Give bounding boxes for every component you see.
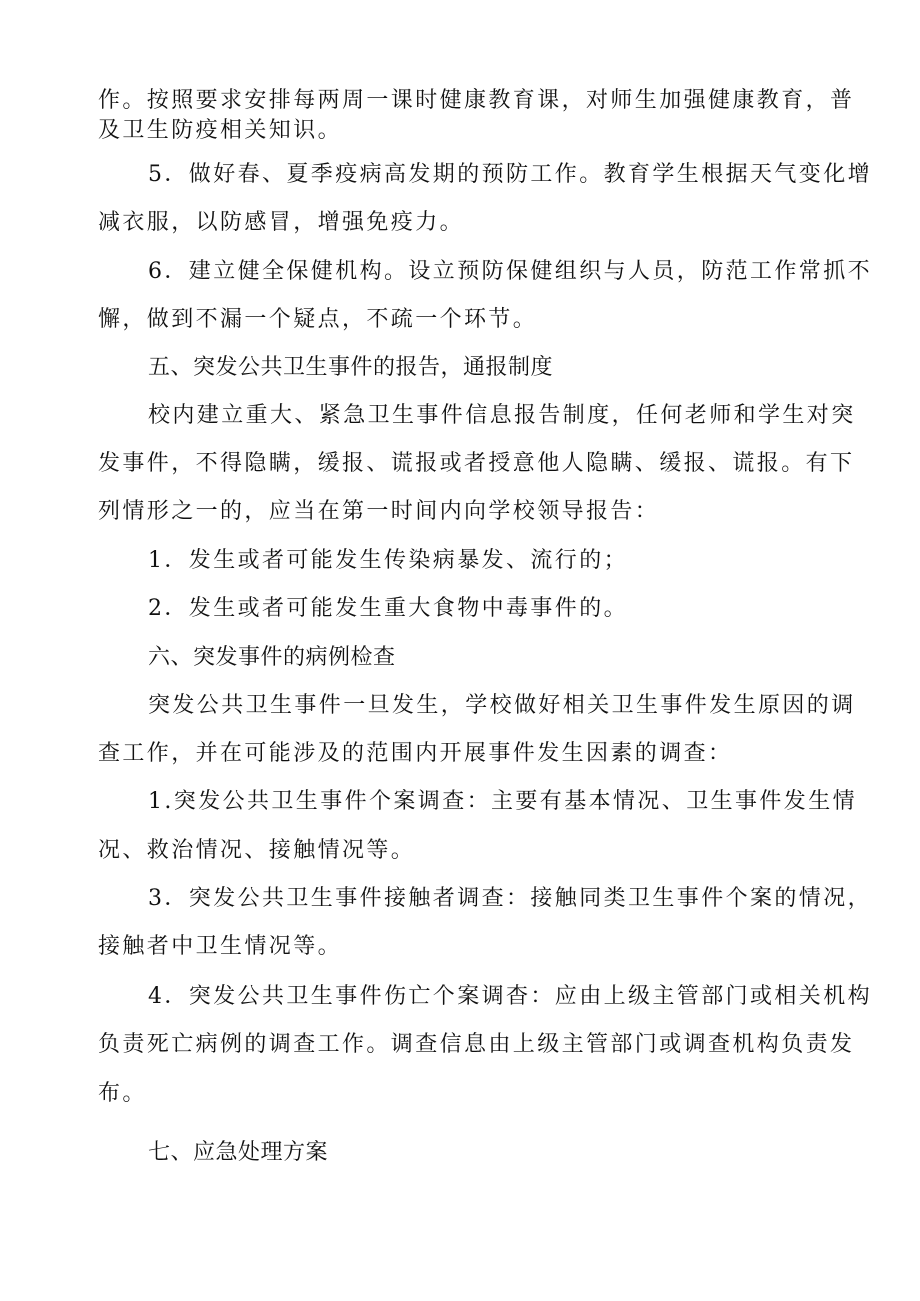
- section-heading-5: 五、突发公共卫生事件的报告，通报制度: [148, 355, 554, 380]
- list-item-6: 6．建立健全保健机构。设立预防保健组织与人员，防范工作常抓不: [148, 259, 872, 284]
- paragraph-line: 接触者中卫生情况等。: [98, 934, 343, 959]
- section-heading-6: 六、突发事件的病例检查: [148, 645, 396, 670]
- list-item-4: 4．突发公共卫生事件伤亡个案调杳：应由上级主管部门或相关机构: [148, 984, 872, 1009]
- list-item-2: 2．发生或者可能发生重大食物中毒事件的。: [148, 596, 628, 621]
- section-heading-7: 七、应急处理方案: [148, 1140, 329, 1165]
- paragraph-line: 况、救治情况、接触情况等。: [98, 838, 416, 863]
- paragraph-line: 减衣服，以防感冒，增强免疫力。: [98, 210, 465, 235]
- paragraph-line: 发事件，不得隐瞒，缓报、谎报或者授意他人隐瞒、缓报、谎报。有下: [98, 451, 855, 476]
- paragraph-line: 负责死亡病例的调查工作。调查信息由上级主管部门或调查机构负责发: [98, 1032, 855, 1057]
- list-item-1: 1．发生或者可能发生传染病暴发、流行的；: [148, 548, 628, 573]
- list-item-1b: 1.突发公共卫生事件个案调查：主要有基本情况、卫生事件发生情: [148, 789, 857, 814]
- paragraph-line: 突发公共卫生事件一旦发生，学校做好相关卫生事件发生原因的调: [148, 693, 856, 718]
- paragraph-line: 作。按照要求安排每两周一课时健康教育课，对师生加强健康教育，普: [98, 88, 855, 113]
- list-item-5: 5．做好春、夏季疫病高发期的预防工作。教育学生根据天气变化增: [148, 162, 872, 187]
- paragraph-line: 及卫生防疫相关知识。: [98, 118, 343, 143]
- paragraph-line: 布。: [98, 1081, 147, 1106]
- paragraph-line: 校内建立重大、紧急卫生事件信息报告制度，任何老师和学生对突: [148, 403, 856, 428]
- paragraph-line: 懈，做到不漏一个疑点，不疏一个环节。: [98, 307, 538, 332]
- paragraph-line: 查工作，并在可能涉及的范围内开展事件发生因素的调查：: [98, 741, 733, 766]
- paragraph-line: 列情形之一的，应当在第一时间内向学校领导报告：: [98, 499, 660, 524]
- list-item-3: 3．突发公共卫生事件接触者调查：接触同类卫生事件个案的情况，: [148, 886, 872, 911]
